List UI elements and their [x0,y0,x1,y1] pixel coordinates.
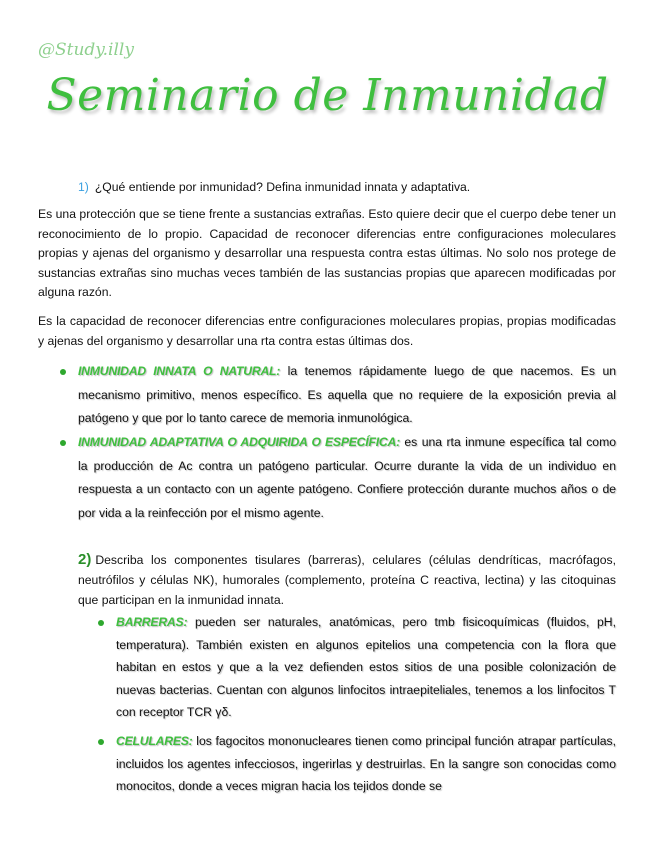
bullet-text: la tenemos rápidamente luego de que nacemos. Es un mecanismo primitivo, menos específico. Es aquella que no requiere de la exposición previa al patógeno y que por lo tanto carece de memoria inmunológica. [78,364,616,425]
bullet-dot [98,620,104,626]
question-1 [78,177,618,197]
bullet-dot [60,440,66,446]
bullet-text: los fagocitos mononucleares tienen como principal función atrapar partículas, incluidos los agentes infecciosos, ingerirlas y destruirlas. En la sangre son conocidas como monocitos, donde a veces migran hacia los tejidos donde se [116,734,616,793]
bullet-dot [60,369,66,375]
bullet-keyword: INMUNIDAD INNATA O NATURAL: [78,364,281,378]
bullet-item [78,431,616,525]
question-1-text: ¿Qué entiende por inmunidad? Defina inmunidad innata y adaptativa. [94,180,471,194]
bullet-keyword: INMUNIDAD ADAPTATIVA O ADQUIRIDA O ESPECÍFICA: [78,435,400,449]
paragraph: Es una protección que se tiene frente a sustancias extrañas. Esto quiere decir que el cuerpo debe tener un reconocimiento de lo propio. Capacidad de reconocer diferencias entre configuraciones moleculares propias y ajenas del organismo y desarrollar una respuesta contra estas últimas. No solo nos protege de sustancias extrañas sino muchas veces también de las sustancias propias que aparecen modificadas por alguna razón. [38,207,616,299]
bullet-keyword: BARRERAS: [116,615,188,629]
bullet-item [78,360,616,431]
bullet-keyword: CELULARES: [116,734,193,748]
bullet-text: es una rta inmune específica tal como la producción de Ac contra un patógeno particular. Ocurre durante la vida de un individuo en respuesta a un contacto con un agente patógeno. Confiere protección durante muchos años o de por vida a la reinfección por el mismo agente. [78,435,616,520]
bullet-item [116,611,616,724]
question-2 [78,550,616,610]
bullet-item [116,730,616,798]
page-title: Seminario de Inmunidad [46,70,609,121]
question-1-number: 1) [78,180,89,194]
bullet-text: pueden ser naturales, anatómicas, pero tmb fisicoquímicas (fluidos, pH, temperatura). También existen en algunos epitelios una competencia con la flora que habitan en estos y que a la vez defienden estos sitios de una posible colonización de nuevas bacterias. Cuentan con algunos linfocitos intraepiteliales, tenemos a los linfocitos T con receptor TCR γδ. [116,615,616,719]
question-2-number: 2) [78,551,92,568]
question-2-text: Describa los componentes tisulares (barreras), celulares (células dendríticas, macrófagos, neutrófilos y células NK), humorales (complemento, proteína C reactiva, lectina) y las citoquinas que participan en la inmunidad innata. [78,553,616,607]
bullet-dot [98,739,104,745]
watermark: @Study.illy [38,40,134,60]
paragraph: Es la capacidad de reconocer diferencias entre configuraciones moleculares propias, propias modificadas y ajenas del organismo y desarrollar una rta contra estas últimas dos. [38,314,616,348]
